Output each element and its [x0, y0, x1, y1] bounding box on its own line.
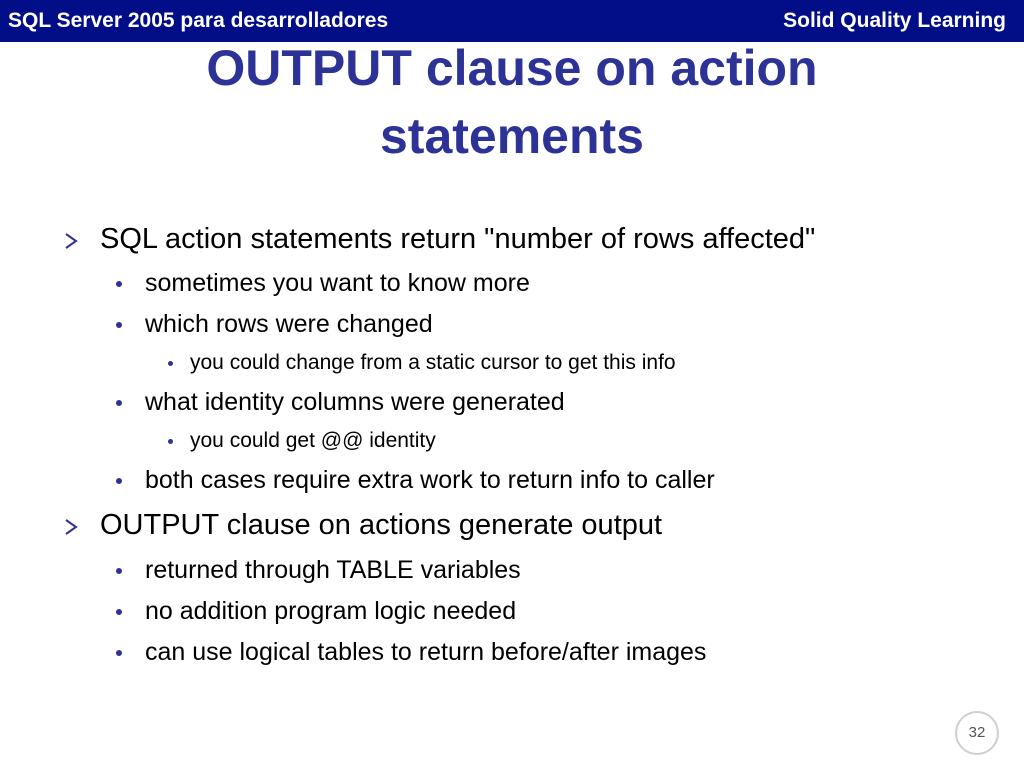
list-item: you could get @@ identity — [190, 429, 436, 452]
list-item: sometimes you want to know more — [145, 269, 530, 297]
list-item: can use logical tables to return before/after images — [145, 638, 707, 666]
list-item: OUTPUT clause on actions generate output — [100, 509, 663, 541]
header-course-title: SQL Server 2005 para desarrolladores — [8, 9, 389, 32]
slide-title-line-1: OUTPUT clause on action — [206, 40, 818, 96]
slide-title-line-2: statements — [380, 108, 644, 164]
arrow-bullet-icon — [64, 518, 78, 536]
dot-bullet-icon — [168, 439, 173, 444]
arrow-bullet-icon — [64, 232, 78, 250]
dot-bullet-icon — [116, 650, 122, 656]
list-item: returned through TABLE variables — [145, 556, 521, 584]
page-number: 32 — [955, 711, 999, 755]
list-item: SQL action statements return "number of rows affected" — [100, 223, 816, 255]
header-company-name: Solid Quality Learning — [783, 9, 1006, 32]
list-item: you could change from a static cursor to get this info — [190, 351, 676, 374]
dot-bullet-icon — [116, 400, 122, 406]
dot-bullet-icon — [168, 361, 173, 366]
list-item: what identity columns were generated — [145, 388, 565, 416]
dot-bullet-icon — [116, 322, 122, 328]
list-item: which rows were changed — [145, 310, 433, 338]
dot-bullet-icon — [116, 281, 122, 287]
list-item: no addition program logic needed — [145, 597, 517, 625]
list-item: both cases require extra work to return info to caller — [145, 466, 715, 494]
dot-bullet-icon — [116, 478, 122, 484]
dot-bullet-icon — [116, 568, 122, 574]
dot-bullet-icon — [116, 609, 122, 615]
